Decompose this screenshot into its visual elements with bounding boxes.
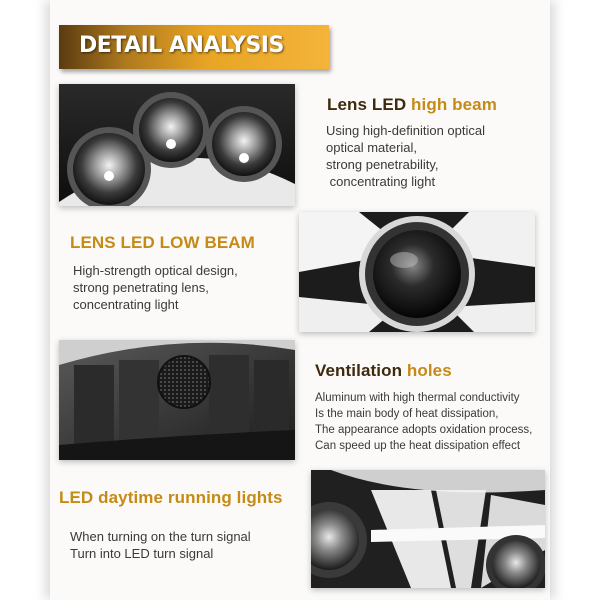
description-line: Aluminum with high thermal conductivity xyxy=(315,392,520,404)
detail-analysis-banner xyxy=(59,25,329,69)
description-line: strong penetrating lens, xyxy=(73,280,209,295)
description-line: High-strength optical design, xyxy=(73,263,238,278)
description-line: concentrating light xyxy=(73,297,179,312)
description-line: Is the main body of heat dissipation, xyxy=(315,408,499,420)
high-beam-heading-part2: high beam xyxy=(411,95,497,114)
drl-description xyxy=(70,528,251,562)
description-line: Can speed up the heat dissipation effect xyxy=(315,440,521,452)
drl-photo xyxy=(311,470,545,588)
daytime-running-light-image xyxy=(311,470,545,588)
low-beam-description xyxy=(73,262,238,313)
ventilation-photo xyxy=(59,340,295,460)
ventilation-heading-part1: Ventilation xyxy=(315,361,407,380)
ventilation-holes-image xyxy=(59,340,295,460)
description-line: strong penetrability, xyxy=(326,157,439,172)
high-beam-description xyxy=(326,122,485,190)
description-line: Turn into LED turn signal xyxy=(70,546,214,561)
description-line: When turning on the turn signal xyxy=(70,529,251,544)
low-beam-heading-text: LENS LED LOW BEAM xyxy=(70,233,255,252)
ventilation-heading xyxy=(315,361,452,381)
drl-heading xyxy=(59,488,283,508)
drl-heading-text: LED daytime running lights xyxy=(59,488,283,507)
description-line: optical material, xyxy=(326,140,418,155)
high-beam-heading xyxy=(327,95,497,115)
high-beam-photo xyxy=(59,84,295,206)
low-beam-lens-image xyxy=(299,212,535,332)
high-beam-heading-part1: Lens LED xyxy=(327,95,412,114)
description-line: The appearance adopts oxidation process, xyxy=(315,424,533,436)
ventilation-heading-part2: holes xyxy=(406,361,452,380)
high-beam-lens-image xyxy=(59,84,295,206)
low-beam-heading xyxy=(70,233,255,253)
banner-title: DETAIL ANALYSIS xyxy=(79,33,284,58)
description-line: concentrating light xyxy=(326,174,436,189)
low-beam-photo xyxy=(299,212,535,332)
ventilation-description xyxy=(315,390,532,454)
description-line: Using high-definition optical xyxy=(326,123,485,138)
